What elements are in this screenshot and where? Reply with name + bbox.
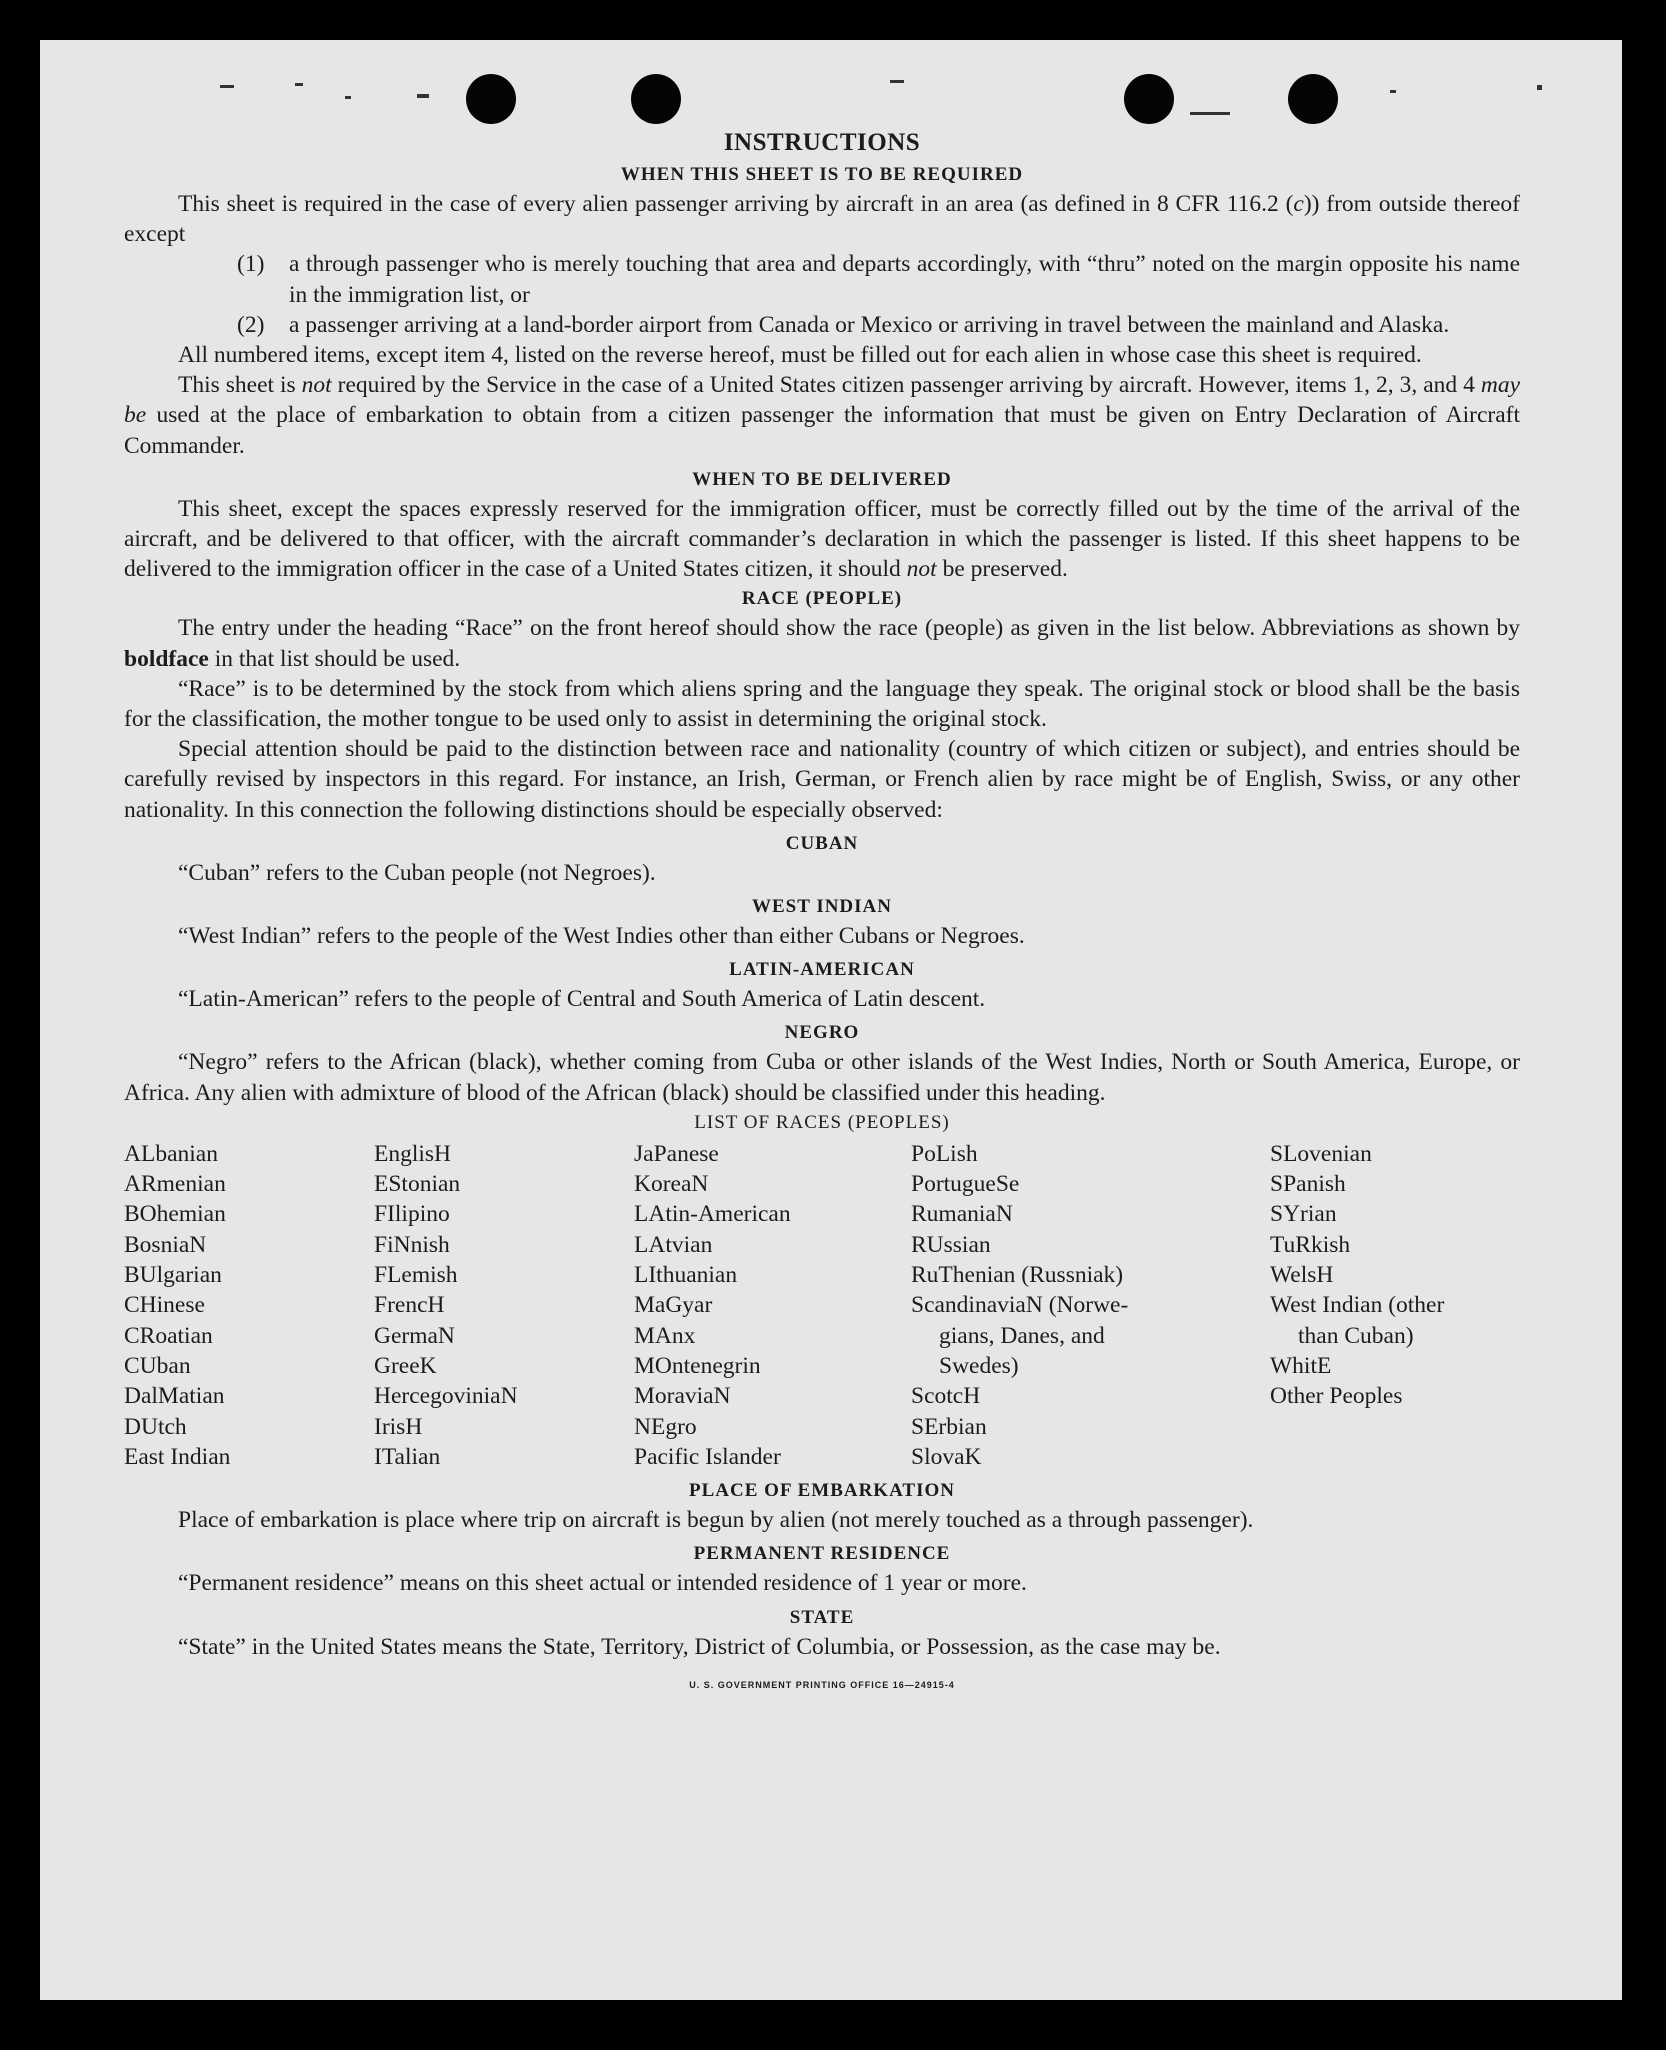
text-run: This sheet is <box>178 372 302 399</box>
race-entry: MAnx <box>634 1322 696 1349</box>
text-run: This sheet is required in the case of every alien passenger arriving by aircraft in an area (as defined in 8 CFR 116.2 ( <box>178 191 1294 217</box>
race-entry: KoreaN <box>634 1171 709 1198</box>
text-run: used at the place of embarkation to obtain from a citizen passenger the information that must be given on Entry Declaration of Aircraft Commander. <box>124 402 1520 459</box>
item-text: a passenger arriving at a land-border airport from Canada or Mexico or arriving in travel between the mainland and Alaska. <box>289 311 1450 338</box>
race-entry: GreeK <box>374 1352 437 1379</box>
race-entry: LAtvian <box>634 1231 713 1258</box>
race-entry: MOntenegrin <box>634 1352 761 1379</box>
race-entry: SYrian <box>1270 1201 1337 1228</box>
scan-mark <box>890 80 904 83</box>
scan-mark <box>417 94 429 98</box>
text-run-italic: c <box>1293 191 1304 217</box>
delivered-paragraph <box>124 494 1520 585</box>
section-heading-residence: PERMANENT RESIDENCE <box>693 1543 951 1565</box>
section-heading-west-indian: WEST INDIAN <box>752 896 892 918</box>
race-entry <box>1270 1442 1520 1472</box>
scan-mark <box>1190 112 1230 115</box>
race-entry: BosniaN <box>124 1231 207 1258</box>
exception-item-1 <box>124 249 1520 309</box>
race-entry <box>1270 1412 1520 1442</box>
race-entry: WelsH <box>1270 1262 1334 1289</box>
west-indian-definition: “West Indian” refers to the people of the West Indies other than either Cubans or Negroes. <box>178 923 1025 950</box>
text-run: required by the Service in the case of a United States citizen passenger arriving by aircraft. However, items 1, 2, 3, and 4 <box>331 372 1481 399</box>
race-entry: MaGyar <box>634 1292 713 1319</box>
punch-hole <box>1124 74 1174 124</box>
latin-american-definition: “Latin-American” refers to the people of Central and South America of Latin descent. <box>178 986 986 1013</box>
race-entry: SPanish <box>1270 1171 1346 1198</box>
race-entry: ITalian <box>374 1443 441 1470</box>
item-text: a through passenger who is merely touching that area and departs accordingly, with “thru” noted on the margin opposite his name in the immigration list, or <box>289 251 1520 308</box>
scan-mark <box>1390 90 1396 93</box>
item-number: (2) <box>237 311 265 338</box>
race-entry: West Indian (other <box>1270 1292 1445 1319</box>
section-heading-embarkation: PLACE OF EMBARKATION <box>689 1480 955 1502</box>
race-entry: East Indian <box>124 1443 231 1470</box>
race-entry: PortugueSe <box>911 1171 1020 1198</box>
embarkation-definition: Place of embarkation is place where trip on aircraft is begun by alien (not merely touched as a through passenger). <box>178 1507 1254 1534</box>
race-entry: SlovaK <box>911 1443 982 1470</box>
race-entry: DalMatian <box>124 1383 225 1410</box>
state-definition: “State” in the United States means the State, Territory, District of Columbia, or Possession, as the case may be. <box>178 1633 1221 1660</box>
text-run-bold: boldface <box>124 645 209 672</box>
race-entry: EnglisH <box>374 1140 452 1167</box>
text-run: The entry under the heading “Race” on the front hereof should show the race (people) as given in the list below. Abbreviations as shown by <box>178 615 1520 642</box>
scan-mark <box>1537 85 1542 90</box>
race-entry: RUssian <box>911 1231 991 1258</box>
race-entry: ScandinaviaN (Norwe- <box>911 1292 1129 1319</box>
exception-item-2 <box>124 310 1520 340</box>
page-title: INSTRUCTIONS <box>723 129 921 156</box>
race-entry: FrencH <box>374 1292 445 1319</box>
residence-definition: “Permanent residence” means on this sheet actual or intended residence of 1 year or more. <box>178 1570 1027 1597</box>
negro-definition: “Negro” refers to the African (black), whether coming from Cuba or other islands of the West Indies, North or South America, Europe, or Africa. Any alien with admixture of blood of the African (black) should be classified under this heading. <box>124 1049 1520 1106</box>
race-entry: ARmenian <box>124 1171 226 1198</box>
race-entry: gians, Danes, and <box>939 1322 1105 1349</box>
race-entry: ScotcH <box>911 1383 981 1410</box>
text-run: be preserved. <box>936 556 1068 583</box>
required-paragraph-3 <box>124 370 1520 461</box>
race-entry: RumaniaN <box>911 1201 1013 1228</box>
race-entry: WhitE <box>1270 1352 1332 1379</box>
race-entry: IrisH <box>374 1413 423 1440</box>
section-heading-latin-american: LATIN-AMERICAN <box>729 959 915 981</box>
race-entry: Pacific Islander <box>634 1443 781 1470</box>
race-list-table <box>124 1139 1520 1472</box>
race-entry: ALbanian <box>124 1140 218 1167</box>
section-heading-race-list: LIST OF RACES (PEOPLES) <box>694 1111 950 1133</box>
text-run-italic: not <box>301 372 332 399</box>
race-entry: CHinese <box>124 1292 205 1319</box>
document-sheet <box>40 40 1622 2000</box>
cuban-definition: “Cuban” refers to the Cuban people (not Negroes). <box>178 859 656 886</box>
race-entry: HercegoviniaN <box>374 1383 518 1410</box>
text-run: in that list should be used. <box>208 645 461 672</box>
race-entry: than Cuban) <box>1298 1322 1414 1349</box>
race-entry: LIthuanian <box>634 1262 738 1289</box>
section-heading-negro: NEGRO <box>784 1022 860 1044</box>
instructions-body <box>124 126 1520 1700</box>
item-number: (1) <box>237 251 265 278</box>
race-entry: RuThenian (Russniak) <box>911 1262 1124 1289</box>
race-entry: Other Peoples <box>1270 1383 1403 1410</box>
race-entry: BUlgarian <box>124 1262 222 1289</box>
race-entry: FiNnish <box>374 1231 450 1258</box>
race-entry: CUban <box>124 1352 191 1379</box>
race-entry: EStonian <box>374 1171 461 1198</box>
scan-mark <box>295 83 303 86</box>
printer-imprint: U. S. GOVERNMENT PRINTING OFFICE 16—24915‑4 <box>689 1679 955 1690</box>
race-entry: MoraviaN <box>634 1383 731 1410</box>
section-heading-delivered: WHEN TO BE DELIVERED <box>692 468 952 490</box>
race-entry: SErbian <box>911 1413 987 1440</box>
text-run: )) from outside thereof except <box>124 191 1520 248</box>
text-run: This sheet, except the spaces expressly reserved for the immigration officer, must be correctly filled out by the time of the arrival of the aircraft, and be delivered to that officer, with the aircraft commander’s declaration in which the passenger is listed. If this sheet happens to be delivered to the immigration officer in the case of a United States citizen, it should <box>124 495 1520 583</box>
section-heading-race: RACE (PEOPLE) <box>741 588 903 610</box>
race-entry: SLovenian <box>1270 1140 1372 1167</box>
punch-hole <box>631 74 681 124</box>
race-entry: JaPanese <box>634 1140 719 1167</box>
race-paragraph-1 <box>124 613 1520 673</box>
race-entry: BOhemian <box>124 1201 226 1228</box>
section-heading-required: WHEN THIS SHEET IS TO BE REQUIRED <box>620 164 1024 185</box>
race-entry: FIlipino <box>374 1201 450 1228</box>
race-entry: LAtin-American <box>634 1201 791 1228</box>
scan-mark <box>345 96 351 99</box>
section-heading-state: STATE <box>789 1606 855 1628</box>
punch-hole <box>466 74 516 124</box>
punch-hole <box>1288 74 1338 124</box>
race-entry: TuRkish <box>1270 1231 1351 1258</box>
race-paragraph-3: Special attention should be paid to the distinction between race and nationality (country of which citizen or subject), and entries should be carefully revised by inspectors in this regard. For instance, an Irish, German, or French alien by race might be of English, Swiss, or any other nationality. In this connection the following distinctions should be especially observed: <box>124 736 1520 823</box>
race-paragraph-2: “Race” is to be determined by the stock from which aliens spring and the language they speak. The original stock or blood shall be the basis for the classification, the mother tongue to be used only to assist in determining the original stock. <box>124 675 1520 733</box>
race-entry: DUtch <box>124 1413 187 1440</box>
race-entry: FLemish <box>374 1262 458 1289</box>
scan-mark <box>220 85 234 88</box>
text-run-italic: not <box>906 556 937 583</box>
required-paragraph-2: All numbered items, except item 4, listed on the reverse hereof, must be filled out for each alien in whose case this sheet is required. <box>178 342 1422 369</box>
race-entry: NEgro <box>634 1413 697 1440</box>
required-paragraph-1 <box>124 189 1520 249</box>
race-entry: PoLish <box>911 1140 978 1167</box>
race-entry: CRoatian <box>124 1322 213 1349</box>
text-run-italic: may be <box>124 372 1520 429</box>
race-entry: Swedes) <box>939 1352 1019 1379</box>
section-heading-cuban: CUBAN <box>785 832 859 854</box>
race-entry: GermaN <box>374 1322 455 1349</box>
